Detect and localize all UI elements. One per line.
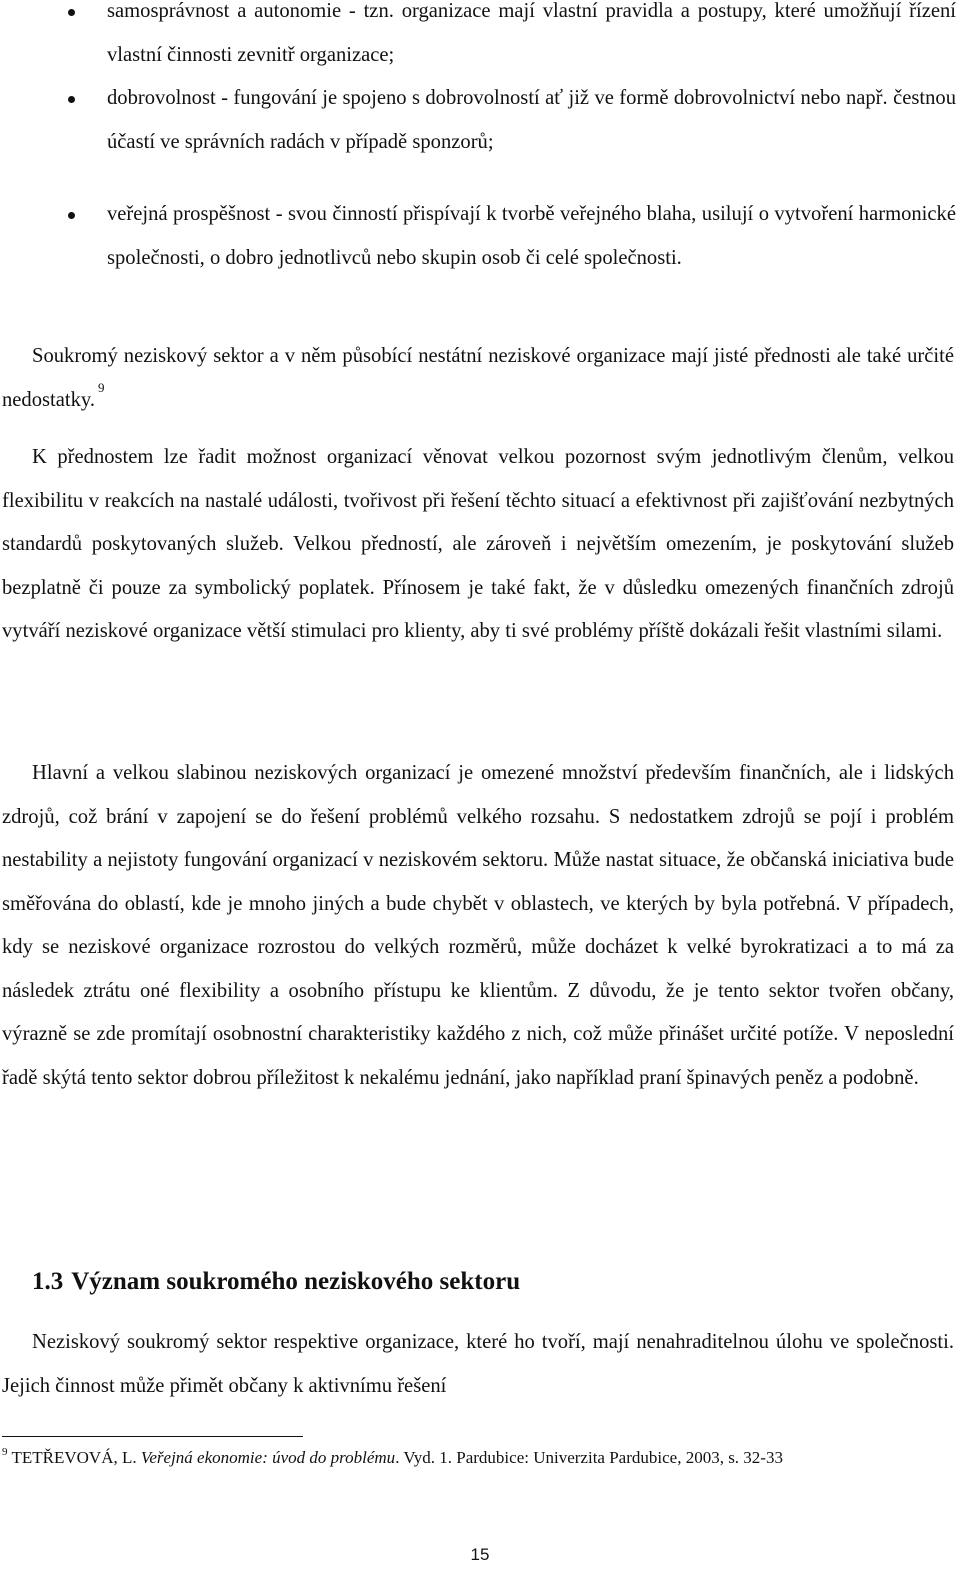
footnote-title: Veřejná ekonomie: úvod do problému	[140, 1448, 396, 1467]
paragraph-text: Soukromý neziskový sektor a v něm působící nestátní neziskové organizace mají jisté přednosti ale také určité nedostatky.	[2, 345, 954, 411]
bullet-icon	[68, 9, 75, 16]
footnote-details: . Vyd. 1. Pardubice: Univerzita Pardubice, 2003, s. 32-33	[395, 1448, 783, 1467]
bullet-item	[0, 0, 960, 77]
footnote-reference[interactable]: 9	[98, 379, 105, 395]
section-title: Význam soukromého neziskového sektoru	[71, 1268, 521, 1295]
bullet-text: dobrovolnost - fungování je spojeno s dobrovolností ať již ve formě dobrovolnictví nebo např. čestnou účastí ve správních radách v případě sponzorů;	[107, 87, 956, 153]
paragraph	[2, 335, 954, 422]
bullet-text: samosprávnost a autonomie - tzn. organizace mají vlastní pravidla a postupy, které umožňují řízení vlastní činnosti zevnitř organizace;	[107, 0, 956, 66]
section-heading	[32, 1262, 520, 1302]
paragraph: Hlavní a velkou slabinou neziskových organizací je omezené množství především finančních, ale i lidských zdrojů, což brání v zapojení se do řešení problémů velkého rozsahu. S nedostatkem zdrojů se pojí i problém nestability a nejistoty fungování organizací v neziskovém sektoru. Může nastat situace, že občanská iniciativa bude směřována do oblastí, kde je mnoho jiných a bude chybět v oblastech, ve kterých by byla potřebná. V případech, kdy se neziskové organizace rozrostou do velkých rozměrů, může docházet k velké byrokratizaci a to má za následek ztrátu oné flexibility a osobního přístupu ke klientům. Z důvodu, že je tento sektor tvořen občany, výrazně se zde promítají osobnostní charakteristiky každého z nich, což může přinášet určité potíže. V neposlední řadě skýtá tento sektor dobrou příležitost k nekalému jednání, jako například praní špinavých peněz a podobně.	[2, 762, 954, 1089]
bullet-icon	[68, 212, 75, 219]
bullet-item	[0, 193, 960, 280]
bullet-text: veřejná prospěšnost - svou činností přispívají k tvorbě veřejného blaha, usilují o vytvoření harmonické společnosti, o dobro jednotlivců nebo skupin osob či celé společnosti.	[107, 203, 956, 269]
paragraph: Neziskový soukromý sektor respektive organizace, které ho tvoří, mají nenahraditelnou úlohu ve společnosti. Jejich činnost může přimět občany k aktivnímu řešení	[2, 1331, 954, 1397]
footnote-number: 9	[2, 1446, 8, 1458]
bullet-icon	[68, 96, 75, 103]
page-number: 15	[470, 1545, 490, 1564]
section-number: 1.3	[32, 1268, 64, 1295]
bullet-item	[0, 77, 960, 164]
footnote-divider	[2, 1436, 303, 1437]
paragraph: K přednostem lze řadit možnost organizací věnovat velkou pozornost svým jednotlivým členům, velkou flexibilitu v reakcích na nastalé události, tvořivost při řešení těchto situací a efektivnost při zajišťování nezbytných standardů poskytovaných služeb. Velkou předností, ale zároveň i největším omezením, je poskytování služeb bezplatně či pouze za symbolický poplatek. Přínosem je také fakt, že v důsledku omezených finančních zdrojů vytváří neziskové organizace větší stimulaci pro klienty, aby ti své problémy příště dokázali řešit vlastními silami.	[2, 446, 954, 642]
footnote	[2, 1446, 958, 1470]
footnote-author: TETŘEVOVÁ, L.	[11, 1448, 137, 1467]
